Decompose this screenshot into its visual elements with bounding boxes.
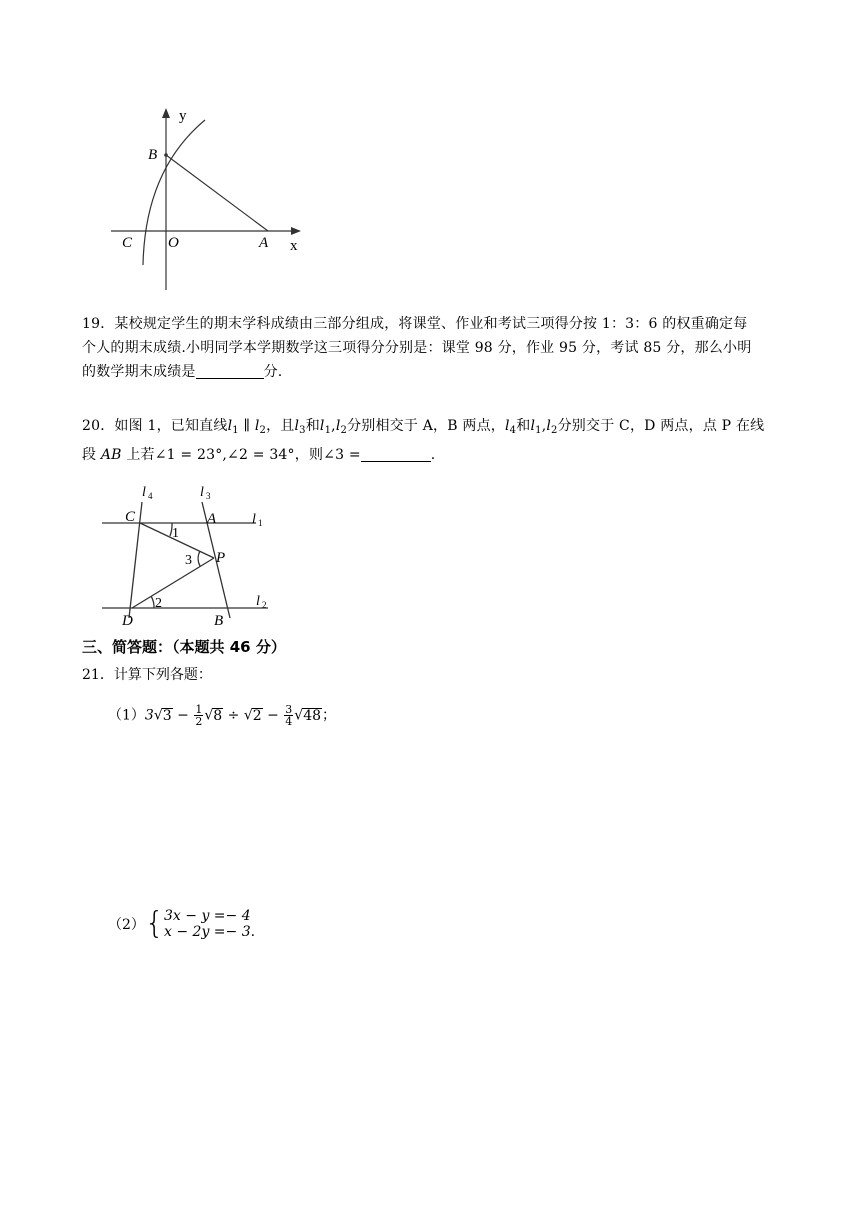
- label-l1-sub: 1: [258, 518, 263, 528]
- q19-line-3: 的数学期末成绩是 分.: [82, 364, 283, 380]
- label-a: A: [259, 235, 269, 251]
- y-arrow-icon: [162, 108, 170, 118]
- brace-icon: {: [144, 906, 165, 941]
- axes-lines: [111, 116, 293, 290]
- angle-2-arc: [151, 596, 154, 608]
- equation-2: x − 2y =− 3: [164, 924, 251, 940]
- answer-blank-20[interactable]: [361, 447, 431, 462]
- q21-part-1: （1）3√3 − $\frac{1}{2}$ √8 ÷ √2 − $\frac{3}{4}$ √48；: [108, 703, 337, 728]
- label-l3: l: [200, 485, 204, 500]
- q19-line-1: [82, 312, 810, 336]
- q19-number: 19．: [82, 316, 115, 332]
- label-b: B: [148, 147, 158, 163]
- label-p: P: [216, 550, 226, 566]
- section-heading: 三、简答题：（本题共 46 分）: [82, 638, 286, 656]
- label-l4-sub: 4: [148, 491, 153, 501]
- label-y: y: [179, 108, 187, 124]
- label-d: D: [122, 613, 133, 629]
- q19-text-1: 某校规定学生的期末学科成绩由三部分组成，将课堂、作业和考试三项得分按 1：3：6 的权重确定每: [114, 316, 748, 332]
- angle-3-arc: [198, 551, 200, 566]
- x-arrow-icon: [291, 227, 301, 235]
- equation-system: [164, 908, 251, 940]
- label-angle-2: 2: [155, 596, 162, 611]
- label-l3-sub: 3: [206, 491, 211, 501]
- label-c: C: [122, 235, 133, 251]
- label-c: C: [125, 509, 136, 525]
- label-b: B: [214, 613, 224, 629]
- q20-line-2: 段 AB 上若∠1 = 23°,∠2 = 34°，则∠3 = .: [82, 447, 436, 463]
- label-angle-3: 3: [185, 553, 192, 568]
- label-l4: l: [142, 485, 146, 500]
- segment-ba: [166, 155, 268, 231]
- question-21: [82, 664, 212, 684]
- q21-part-2: （2） { 3x − y =− 4 x − 2y =− 3 .: [108, 906, 256, 941]
- q21-intro: 计算下列各题：: [113, 667, 212, 683]
- label-l1: l: [252, 512, 256, 527]
- label-x: x: [290, 238, 298, 254]
- label-a: A: [207, 511, 217, 527]
- figure-axes: [105, 100, 315, 295]
- q20-line-1: 20．如图 1，已知直线$l_1$ ∥ $l_2$，且$l_3$和$l_1,l_2$分别相交于 A，B 两点，$l_4$和$l_1,l_2$分别交于 C，D 两点，点 P 在线: [82, 418, 765, 436]
- fraction-half: $\frac{1}{2}$: [195, 703, 203, 728]
- question-19: [82, 312, 810, 384]
- q19-line-2: 个人的期末成绩.小明同学本学期数学这三项得分分别是：课堂 98 分，作业 95 分，考试 85 分，那么小明: [82, 340, 752, 356]
- q20-number: 20．: [82, 418, 115, 434]
- label-l2-sub: 2: [262, 600, 267, 610]
- answer-blank-19[interactable]: [196, 364, 264, 379]
- figure-parallel-lines: [96, 478, 282, 630]
- label-angle-1: 1: [172, 526, 179, 541]
- segment-dp: [132, 558, 214, 608]
- label-o: O: [168, 235, 179, 251]
- equation-1: 3x − y =− 4: [164, 908, 251, 924]
- question-20: [82, 414, 810, 467]
- q21-number: 21．: [82, 667, 114, 683]
- fraction-three-quarters: $\frac{3}{4}$: [285, 703, 293, 728]
- label-l2: l: [256, 594, 260, 609]
